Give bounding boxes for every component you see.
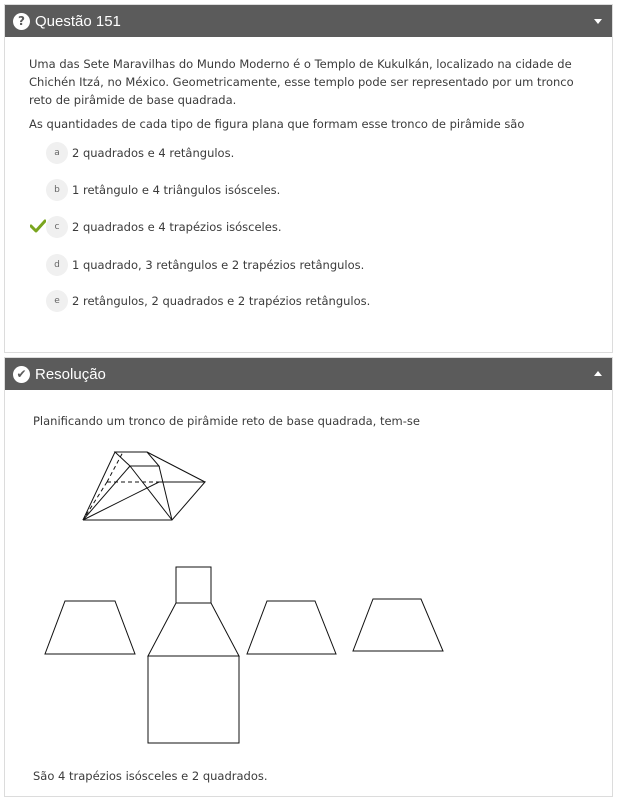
frustum-front-left-edge bbox=[83, 466, 130, 520]
option-c[interactable] bbox=[46, 216, 281, 238]
option-text: 2 quadrados e 4 trapézios isósceles. bbox=[72, 220, 282, 234]
option-letter: c bbox=[46, 216, 68, 238]
option-text: 2 retângulos, 2 quadrados e 2 trapézios retângulos. bbox=[72, 294, 371, 308]
question-title: Questão 151 bbox=[35, 12, 121, 30]
option-d[interactable] bbox=[46, 254, 364, 276]
option-letter: a bbox=[46, 142, 68, 164]
frustum-net bbox=[40, 563, 450, 748]
net-trapezoid-right bbox=[247, 601, 336, 654]
net-trapezoid-center bbox=[148, 603, 239, 656]
option-letter: b bbox=[46, 179, 68, 201]
net-base-square bbox=[148, 656, 239, 743]
option-text: 2 quadrados e 4 retângulos. bbox=[72, 146, 235, 160]
net-trapezoid-far-right bbox=[353, 599, 443, 651]
option-e[interactable] bbox=[46, 290, 370, 312]
net-top-square bbox=[176, 567, 211, 603]
resolution-header[interactable] bbox=[5, 358, 612, 390]
frustum-bottom-edges bbox=[83, 482, 205, 520]
question-circle-icon: ? bbox=[13, 13, 30, 30]
net-trapezoid-left bbox=[45, 601, 135, 654]
question-text: Uma das Sete Maravilhas do Mundo Moderno é o Templo de Kukulkán, localizado na cidade de Chichén Itzá, no México. Geometricamente, esse templo pode ser representado por um tronco reto de pirâmide de base quadrada. bbox=[29, 57, 574, 107]
frustum-figure bbox=[78, 446, 208, 526]
chevron-down-icon[interactable] bbox=[594, 19, 602, 24]
question-header[interactable] bbox=[5, 5, 612, 37]
check-circle-icon: ✔ bbox=[13, 366, 30, 383]
option-b[interactable] bbox=[46, 179, 280, 201]
question-prompt: As quantidades de cada tipo de figura plana que formam esse tronco de pirâmide são bbox=[29, 117, 525, 131]
option-a[interactable] bbox=[46, 142, 234, 164]
check-icon bbox=[30, 219, 46, 233]
chevron-up-icon[interactable] bbox=[594, 371, 602, 376]
option-text: 1 quadrado, 3 retângulos e 2 trapézios retângulos. bbox=[72, 258, 365, 272]
option-text: 1 retângulo e 4 triângulos isósceles. bbox=[72, 183, 281, 197]
resolution-intro: Planificando um tronco de pirâmide reto de base quadrada, tem-se bbox=[33, 414, 420, 428]
option-letter: d bbox=[46, 254, 68, 276]
resolution-conclusion: São 4 trapézios isósceles e 2 quadrados. bbox=[33, 769, 268, 783]
resolution-title: Resolução bbox=[35, 365, 106, 383]
option-letter: e bbox=[46, 290, 68, 312]
